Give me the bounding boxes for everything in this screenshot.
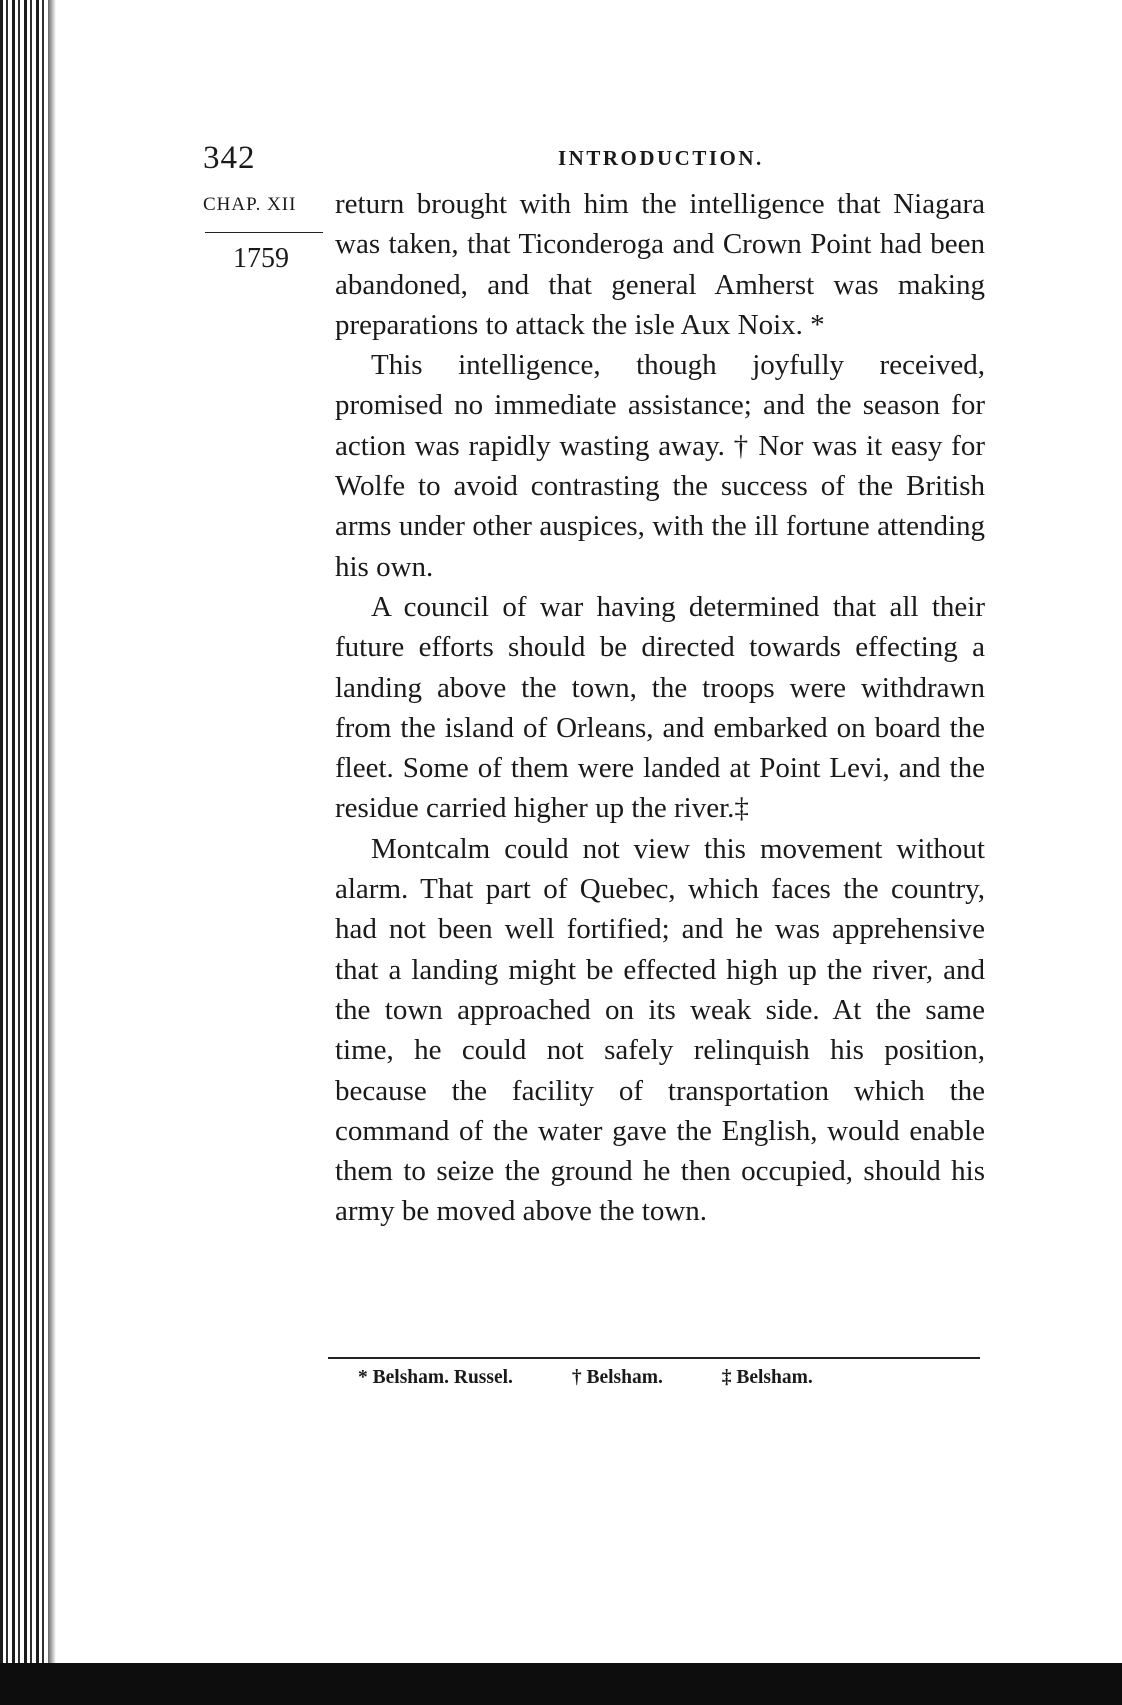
paragraph: Montcalm could not view this movement without alarm. That part of Quebec, which faces the country, had not been well fortified; and he was apprehensive that a landing might be effected high up the river, and the town approached on its weak side. At the same time, he could not safely relinquish his position, because the facility of transportation which the command of the water gave the English, would enable them to seize the ground he then occupied, should his army be moved above the town. bbox=[335, 832, 985, 1228]
running-head: INTRODUCTION. bbox=[558, 146, 764, 170]
paragraph: return brought with him the intelligence that Niagara was taken, that Ticonderoga and Crown Point had been abandoned, and that general Amherst was making preparations to attack the isle Aux Noix. * bbox=[335, 188, 985, 341]
paragraph: A council of war having determined that all their future efforts should be directed towards effecting a landing above the town, the troops were withdrawn from the island of Orleans, and embarked on board the fleet. Some of them were landed at Point Levi, and the residue carried higher up the river.‡ bbox=[335, 590, 985, 825]
binding-edge bbox=[0, 0, 48, 1705]
page-number: 342 bbox=[203, 140, 256, 176]
binding-shadow bbox=[48, 0, 56, 1705]
body-text bbox=[335, 184, 985, 1232]
footnote: † Belsham. bbox=[571, 1367, 663, 1388]
scan-bottom-edge bbox=[0, 1663, 1122, 1705]
footnote: * Belsham. Russel. bbox=[358, 1367, 513, 1388]
margin-year: 1759 bbox=[233, 243, 289, 274]
footnote-rule bbox=[328, 1357, 980, 1359]
paragraph: This intelligence, though joyfully received, promised no immediate assistance; and the season for action was rapidly wasting away. † Nor was it easy for Wolfe to avoid contrasting the success of the British arms under other auspices, with the ill fortune attending his own. bbox=[335, 349, 985, 583]
footnote: ‡ Belsham. bbox=[721, 1367, 813, 1388]
margin-rule bbox=[205, 232, 323, 233]
footnotes bbox=[358, 1367, 978, 1389]
margin-chapter-label: CHAP. XII bbox=[203, 194, 297, 215]
